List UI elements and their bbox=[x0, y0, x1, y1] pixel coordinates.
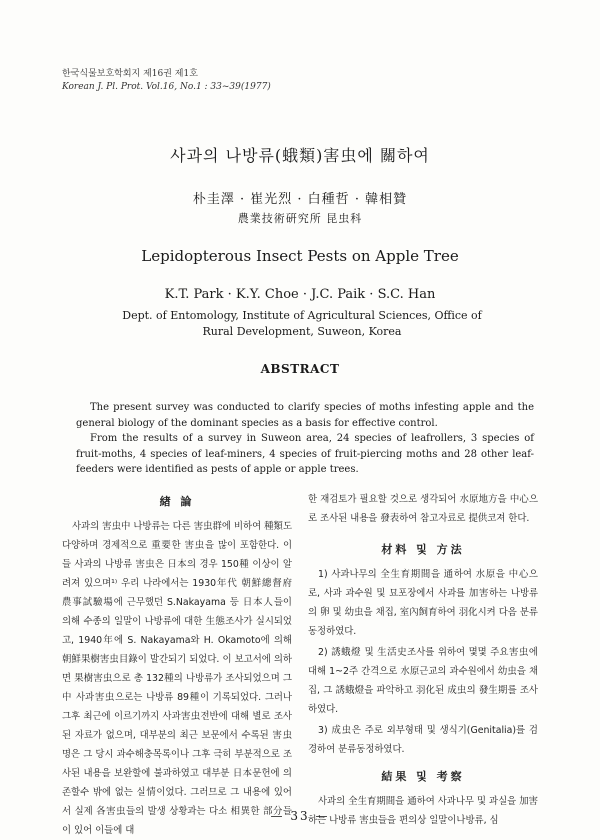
intro-text: 사과의 害虫中 나방류는 다른 害虫群에 비하여 種類도 다양하며 경제적으로 重要한 害虫을 많이 포함한다. 이들 사과의 나방류 害虫은 日本의 경우 150種 이상이 알려져 있으며¹⁾ 우리 나라에서는 1930年代 朝鮮總督府 農事試驗場에 근무했던 S.Nakayama 등 日本人들이 의해 수종의 일말이 나방류에 대한 生態조사가 실시되었고, 1940年에 S. Nakayama와 H. Okamoto에 의해 朝鮮果樹害虫目錄이 발간되기 되었다. 이 보고서에 의하면 果樹害虫으로 총 132種의 나방류가 조사되었으며 그中 사과害虫으로는 나방류 89種이 기록되었다. 그러나 그후 최근에 이르기까지 사과害虫전반에 대해 별로 조사된 자료가 없으며, 대부분의 최근 보문에서 수록된 害虫명은 그 당시 과수해충목록이나 그후 극히 부분적으로 조사된 내용을 보완할에 불과하였고 대부분 日本문헌에 의존할수 밖에 없는 실情이었다. 그러므로 그 내용에 있어서 실제 各害虫들의 발생 상황과는 다소 相異한 部分들이 있어 이들에 대 bbox=[62, 521, 292, 836]
abstract-paragraph-2: From the results of a survey in Suweon area, 24 species of leafrollers, 3 species of fruit-moths, 4 species of leaf-miners, 4 species of fruit-piercing moths and 28 other leaf-feeders were identified as pests of apple or apple trees. bbox=[76, 433, 534, 475]
methods-item-2: 2) 誘蛾燈 및 生活史조사를 위하여 몇몇 주요害虫에 대해 1~2주 간격으로 水原근교의 과수원에서 幼虫을 채집, 그 誘蛾燈을 파악하고 羽化된 成虫의 發生期를 조사하였다. bbox=[308, 647, 538, 715]
korean-title: 사과의 나방류(蛾類)害虫에 關하여 bbox=[170, 146, 430, 165]
intro-text-continued: 한 재검토가 필요할 것으로 생각되어 水原地方을 中心으로 조사된 내용을 發表하여 참고자료로 提供코져 한다. bbox=[308, 494, 538, 524]
right-column bbox=[308, 490, 538, 830]
left-column bbox=[62, 490, 292, 840]
journal-korean: 한국식물보호학회지 제16권 제1호 bbox=[62, 69, 198, 79]
abstract-paragraph-1: The present survey was conducted to clarify species of moths infesting apple and the general biology of the dominant species as a basis for effective control. bbox=[76, 402, 534, 429]
methods-item-3: 3) 成虫은 주로 외부형태 및 생식기(Genitalia)를 검경하여 분류동정하였다. bbox=[308, 725, 538, 755]
methods-heading: 材料 및 方法 bbox=[381, 543, 465, 556]
journal-citation bbox=[62, 68, 271, 94]
english-title: Lepidopterous Insect Pests on Apple Tree bbox=[141, 247, 459, 265]
abstract-body bbox=[76, 400, 534, 478]
journal-english: Korean J. Pl. Prot. Vol.16, No.1 : 33~39(1977) bbox=[62, 82, 271, 92]
results-text: 사과의 全生育期間을 通하여 사과나무 및 과실을 加害하는 나방류 害虫들을 편의상 일말이나방류, 심 bbox=[308, 796, 538, 826]
page-number: — 33 — bbox=[270, 809, 330, 823]
english-affiliation: Dept. of Entomology, Institute of Agricultural Sciences, Office of Rural Development, Suweon, Korea bbox=[122, 309, 482, 338]
results-heading: 結果 및 考察 bbox=[381, 770, 465, 783]
methods-item-1: 1) 사과나무의 全生育期間을 通하여 水原을 中心으로, 사과 과수원 및 묘포장에서 사과를 加害하는 나방류의 卵 및 幼虫을 채집, 室內飼育하여 羽化시켜 다음 분류 동정하였다. bbox=[308, 569, 538, 637]
korean-affiliation: 農業技術硏究所 昆虫科 bbox=[237, 212, 363, 225]
korean-authors: 朴圭澤 · 崔光烈 · 白種哲 · 韓相贊 bbox=[192, 192, 408, 207]
abstract-heading: ABSTRACT bbox=[260, 362, 340, 376]
intro-heading: 緖 論 bbox=[159, 495, 195, 508]
english-authors: K.T. Park · K.Y. Choe · J.C. Paik · S.C. Han bbox=[164, 287, 436, 302]
